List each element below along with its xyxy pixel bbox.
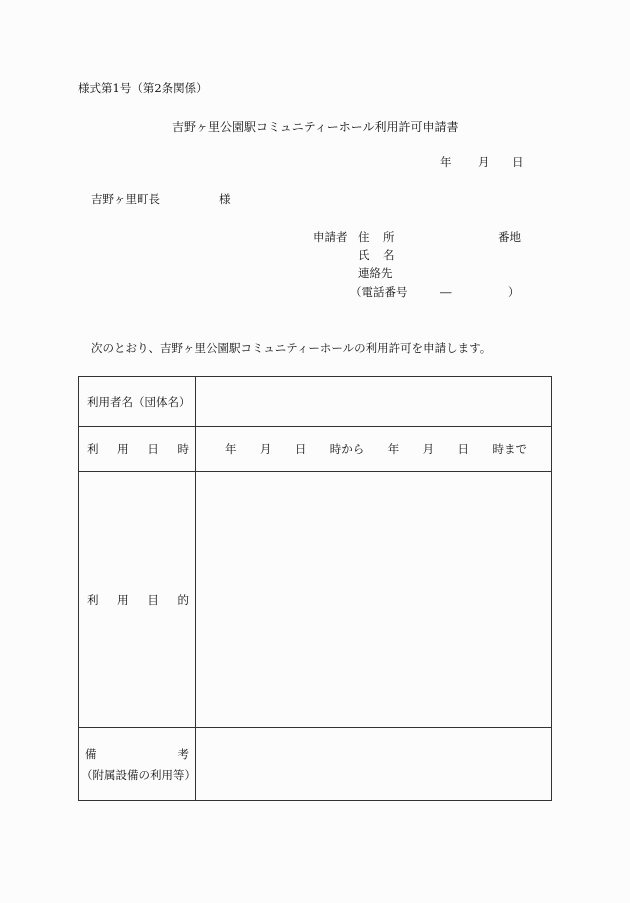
remarks-sub-label: （附属設備の利用等）	[81, 767, 196, 782]
applicant-label: 申請者	[313, 230, 348, 244]
user-name-field[interactable]	[196, 377, 552, 427]
intro-text: 次のとおり、吉野ヶ里公園駅コミュニティーホールの利用許可を申請します。	[91, 341, 492, 355]
phone-open: （電話番号	[350, 285, 408, 299]
date-day: 日	[512, 155, 524, 169]
contact-label: 連絡先	[358, 266, 393, 280]
addressee-honorific: 様	[219, 192, 231, 206]
date-month: 月	[478, 155, 490, 169]
use-date-label-cell	[79, 427, 196, 472]
phone-dash: ―	[440, 285, 452, 299]
document-title: 吉野ヶ里公園駅コミュニティーホール利用許可申請書	[172, 120, 459, 134]
name-label-2: 名	[383, 248, 395, 262]
address-suffix: 番地	[498, 230, 521, 244]
user-name-label-cell	[79, 377, 196, 427]
name-label-1: 氏	[358, 248, 370, 262]
phone-close: ）	[508, 285, 520, 299]
date-year: 年	[440, 155, 452, 169]
address-label-1: 住	[358, 230, 370, 244]
row-purpose	[79, 472, 552, 728]
form-number: 様式第1号（第2条関係）	[78, 81, 208, 95]
user-name-label: 利用者名（団体名）	[87, 394, 191, 409]
use-date-label: 利 用 日 時	[87, 442, 189, 456]
addressee-name: 吉野ヶ里町長	[91, 192, 160, 206]
row-remarks	[79, 728, 552, 801]
application-table	[78, 376, 552, 801]
date-range: 年 月 日 時から 年 月 日 時まで	[225, 442, 527, 456]
row-user-name	[79, 377, 552, 427]
remarks-label: 備 考	[85, 746, 189, 761]
address-label-2: 所	[383, 230, 395, 244]
purpose-label: 利 用 目 的	[87, 592, 189, 607]
remarks-label-cell	[79, 728, 196, 801]
use-date-field[interactable]	[196, 427, 552, 472]
purpose-field[interactable]	[196, 472, 552, 728]
purpose-label-cell	[79, 472, 196, 728]
row-use-date	[79, 427, 552, 472]
remarks-field[interactable]	[196, 728, 552, 801]
